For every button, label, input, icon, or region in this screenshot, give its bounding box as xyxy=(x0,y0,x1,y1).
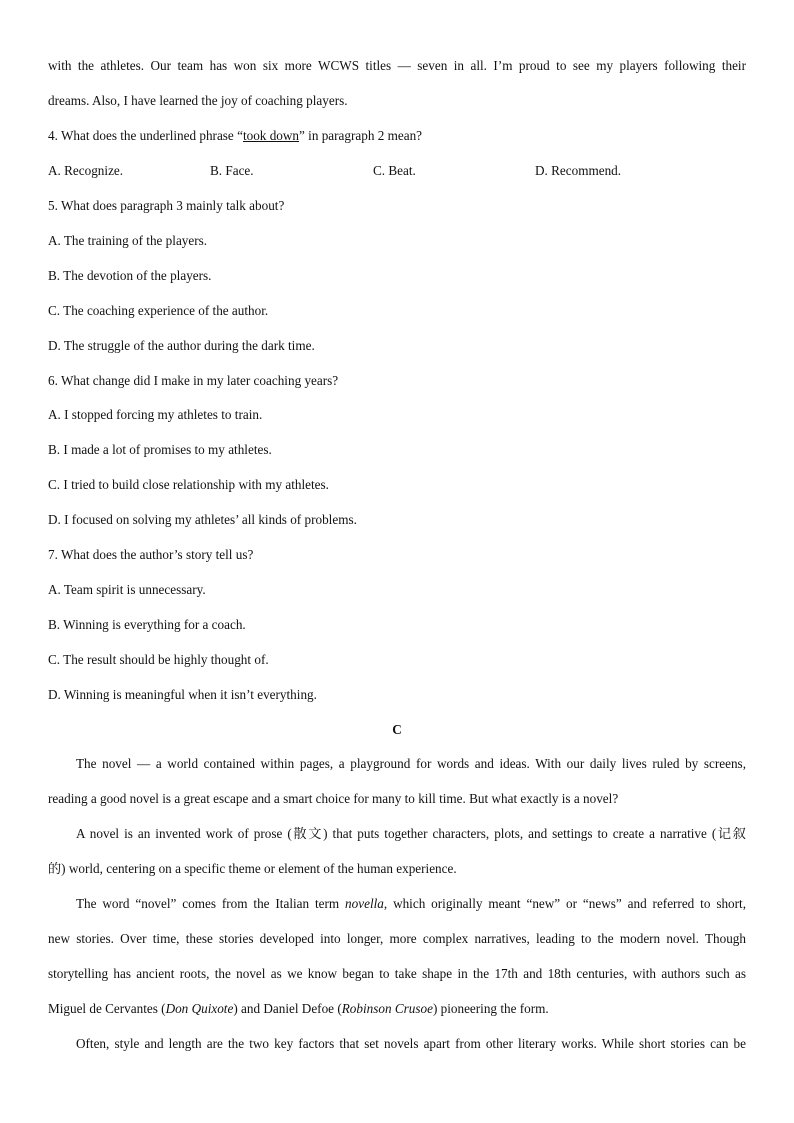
passage-c-line: A novel is an invented work of prose (散文) that puts together characters, plots, and settings to create a narrative (记叙 xyxy=(76,826,746,841)
q6-option-d: D. I focused on solving my athletes’ all kinds of problems. xyxy=(48,512,357,527)
q4-option-b: B. Face. xyxy=(210,163,254,178)
q6-option-c: C. I tried to build close relationship with my athletes. xyxy=(48,477,329,492)
q5-option-c: C. The coaching experience of the author. xyxy=(48,303,269,318)
passage-b-line: dreams. Also, I have learned the joy of coaching players. xyxy=(48,93,348,108)
q5-option-b: B. The devotion of the players. xyxy=(48,268,212,283)
underlined-phrase: took down xyxy=(242,128,299,143)
italic-term: novella xyxy=(345,896,384,911)
text-run: , which originally meant “new” or “news” and referred to short, xyxy=(383,896,746,911)
question-5-stem: 5. What does paragraph 3 mainly talk about? xyxy=(48,198,285,213)
passage-c-line xyxy=(76,895,746,913)
book-title: Robinson Crusoe xyxy=(341,1001,433,1016)
q4-option-d: D. Recommend. xyxy=(535,163,622,178)
passage-c-line: The novel — a world contained within pages, a playground for words and ideas. With our daily lives ruled by screens, xyxy=(76,756,746,771)
passage-b-line: with the athletes. Our team has won six more WCWS titles — seven in all. I’m proud to see my players following their xyxy=(48,58,746,73)
q5-option-d: D. The struggle of the author during the dark time. xyxy=(48,338,315,353)
q7-option-a: A. Team spirit is unnecessary. xyxy=(48,582,206,597)
text-run: ) and Daniel Defoe ( xyxy=(233,1001,342,1016)
question-7-stem: 7. What does the author’s story tell us? xyxy=(48,547,254,562)
q7-option-c: C. The result should be highly thought of. xyxy=(48,652,269,667)
q5-option-a: A. The training of the players. xyxy=(48,233,208,248)
q6-option-b: B. I made a lot of promises to my athletes. xyxy=(48,442,272,457)
stem-text: ” in paragraph 2 mean? xyxy=(299,128,423,143)
book-title: Don Quixote xyxy=(165,1001,234,1016)
text-run: ) pioneering the form. xyxy=(432,1001,549,1016)
stem-text: 4. What does the underlined phrase “ xyxy=(48,128,243,143)
passage-c-line xyxy=(48,1000,746,1018)
text-run: Miguel de Cervantes ( xyxy=(48,1001,166,1016)
section-heading: C xyxy=(392,722,402,737)
q4-option-a: A. Recognize. xyxy=(48,163,124,178)
passage-c-line: reading a good novel is a great escape and a smart choice for many to kill time. But what exactly is a novel? xyxy=(48,791,619,806)
passage-c-line: 的) world, centering on a specific theme or element of the human experience. xyxy=(48,861,457,876)
passage-c-line: new stories. Over time, these stories developed into longer, more complex narratives, leading to the modern novel. Though xyxy=(48,931,746,946)
q7-option-d: D. Winning is meaningful when it isn’t everything. xyxy=(48,687,317,702)
question-4-stem xyxy=(48,127,746,145)
text-run: The word “novel” comes from the Italian term xyxy=(76,896,346,911)
passage-c-line: storytelling has ancient roots, the novel as we know began to take shape in the 17th and 18th centuries, with authors such as xyxy=(48,966,746,981)
q4-option-c: C. Beat. xyxy=(373,163,416,178)
question-6-stem: 6. What change did I make in my later coaching years? xyxy=(48,373,339,388)
q6-option-a: A. I stopped forcing my athletes to train. xyxy=(48,407,263,422)
q7-option-b: B. Winning is everything for a coach. xyxy=(48,617,246,632)
passage-c-line: Often, style and length are the two key factors that set novels apart from other literary works. While short stories can be xyxy=(76,1036,746,1051)
